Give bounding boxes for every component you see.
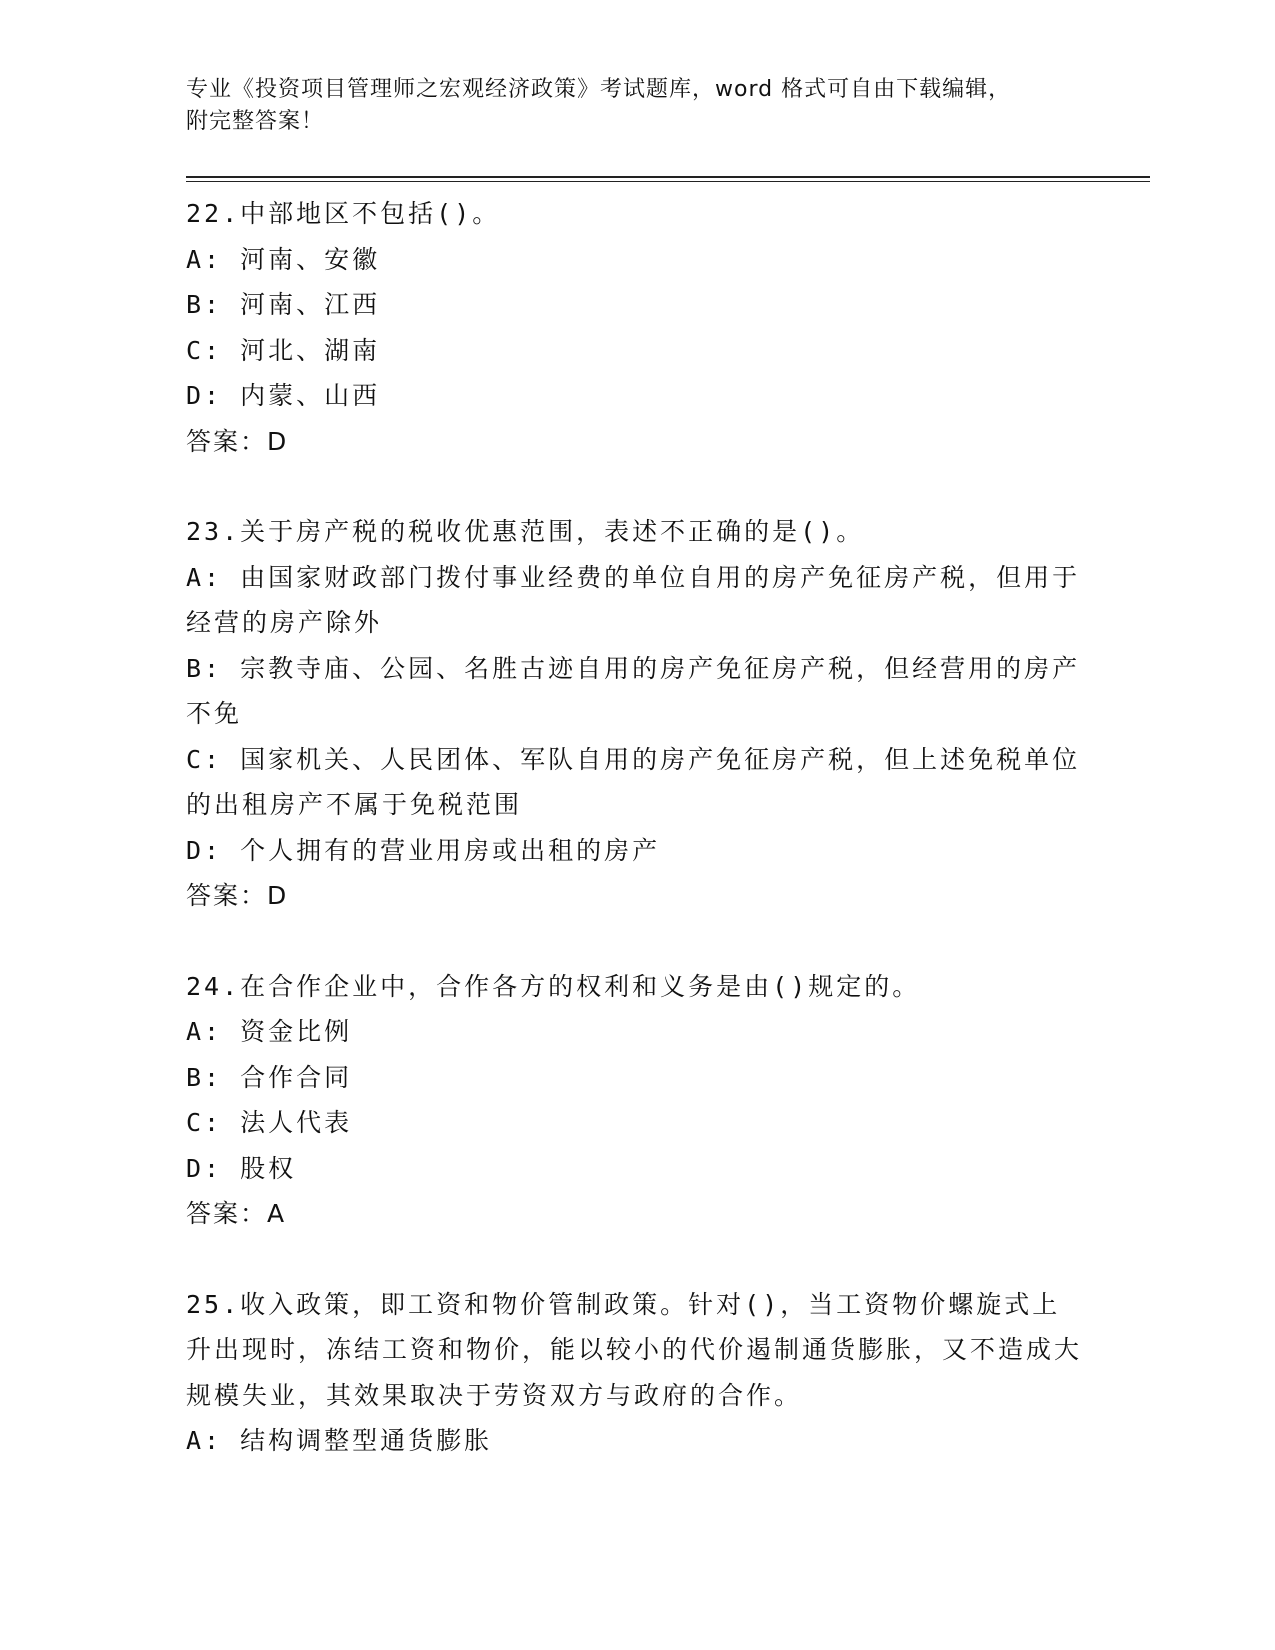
option-c: C: 法人代表 <box>186 1108 353 1137</box>
answer-line: 答案：A <box>186 1199 287 1228</box>
question-list <box>186 191 1086 1464</box>
option-a: A: 河南、安徽 <box>186 244 381 274</box>
option-a: A: 由国家财政部门拨付事业经费的单位自用的房产免征房产税，但用于经营的房产除外 <box>186 562 1081 637</box>
answer-line: 答案：D <box>186 426 289 456</box>
option-a: A: 结构调整型通货膨胀 <box>186 1426 493 1455</box>
option-b: B: 河南、江西 <box>186 290 381 319</box>
question-spacer <box>186 1237 1086 1282</box>
option-d: D: 股权 <box>186 1153 297 1183</box>
question-spacer <box>186 919 1086 964</box>
document-header <box>186 74 1086 138</box>
option-c: C: 河北、湖南 <box>186 335 381 365</box>
option-d: D: 内蒙、山西 <box>186 381 381 410</box>
answer-line: 答案：D <box>186 881 289 910</box>
header-divider-thin <box>186 181 1150 182</box>
option-a: A: 资金比例 <box>186 1017 353 1046</box>
question-stem: 24.在合作企业中，合作各方的权利和义务是由()规定的。 <box>186 971 921 1001</box>
header-line-2: 附完整答案！ <box>186 109 325 134</box>
header-line-1: 专业《投资项目管理师之宏观经济政策》考试题库，word 格式可自由下载编辑， <box>186 77 1012 102</box>
question-stem: 25.收入政策，即工资和物价管制政策。针对()，当工资物价螺旋式上升出现时，冻结工资和物价，能以较小的代价遏制通货膨胀，又不造成大规模失业，其效果取决于劳资双方与政府的合作。 <box>186 1289 1083 1410</box>
option-c: C: 国家机关、人民团体、军队自用的房产免征房产税，但上述免税单位的出租房产不属于免税范围 <box>186 744 1081 819</box>
header-divider-thick <box>186 176 1150 178</box>
question-24 <box>186 964 1086 1237</box>
option-b: B: 合作合同 <box>186 1062 353 1092</box>
option-b: B: 宗教寺庙、公园、名胜古迹自用的房产免征房产税，但经营用的房产不免 <box>186 653 1081 728</box>
option-d: D: 个人拥有的营业用房或出租的房产 <box>186 835 661 865</box>
question-stem: 22.中部地区不包括()。 <box>186 199 501 228</box>
question-23 <box>186 509 1086 919</box>
question-stem: 23.关于房产税的税收优惠范围，表述不正确的是()。 <box>186 517 865 546</box>
question-25 <box>186 1282 1086 1464</box>
question-spacer <box>186 464 1086 509</box>
question-22 <box>186 191 1086 464</box>
